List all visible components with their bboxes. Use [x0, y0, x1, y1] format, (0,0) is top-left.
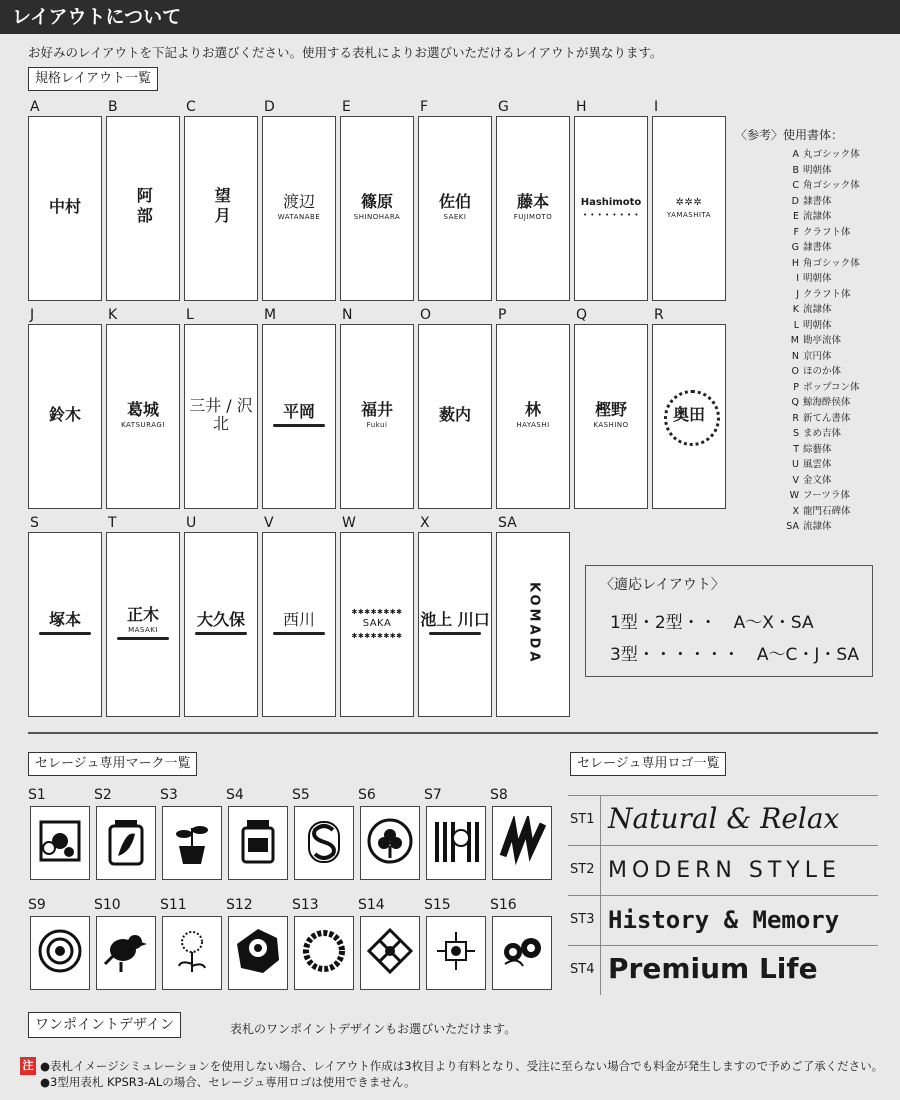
- font-code: G: [791, 242, 799, 253]
- sample-name-roman: YAMASHITA: [666, 210, 712, 219]
- nameplate-preview: [106, 324, 180, 509]
- nameplate-sample: [419, 365, 491, 465]
- mark-code: S7: [424, 787, 442, 803]
- font-item: [783, 411, 860, 427]
- layout-code: H: [576, 99, 587, 115]
- logo-history-memory: History & Memory: [608, 906, 840, 934]
- sample-name-roman: FUJIMOTO: [513, 213, 553, 222]
- font-item: [783, 380, 860, 396]
- nameplate-preview: [184, 324, 258, 509]
- sample-name-jp: 三井 / 沢北: [189, 395, 253, 433]
- font-name: まめ吉体: [803, 428, 842, 439]
- underline-ornament-icon: [273, 424, 325, 427]
- nameplate-sample: [185, 157, 257, 257]
- sample-name-jp: 正木: [126, 604, 159, 624]
- font-name: 綜藝体: [803, 443, 832, 455]
- jar-leaf-icon: [101, 816, 151, 866]
- mark-preview: [162, 806, 222, 880]
- font-name: 鯨海酔侯体: [803, 397, 851, 408]
- font-code: Q: [791, 397, 799, 408]
- font-item: [783, 364, 860, 380]
- font-name: 流隷体: [803, 211, 832, 222]
- nameplate-sample: [107, 365, 179, 465]
- font-name: 角ゴシック体: [803, 180, 860, 191]
- nameplate-sample: [419, 573, 491, 673]
- font-name: 流隷体: [803, 304, 832, 315]
- onepoint-note: 表札のワンポイントデザインもお選びいただけます。: [230, 1022, 517, 1036]
- bird-icon: [101, 926, 151, 976]
- page-title: レイアウトについて: [0, 0, 900, 34]
- font-item: [783, 240, 860, 256]
- nameplate-sample: [107, 573, 179, 673]
- font-code: R: [792, 412, 799, 424]
- font-item: [783, 287, 860, 303]
- font-name: フーツラ体: [803, 490, 850, 501]
- circle-flower-icon: [365, 816, 415, 866]
- sample-name-roman: MASAKI: [128, 626, 158, 635]
- mark-code: S6: [358, 787, 376, 803]
- font-item: [783, 395, 860, 411]
- font-reference: [735, 126, 860, 535]
- nameplate-preview: [28, 116, 102, 301]
- font-item: [783, 271, 860, 287]
- applicable-layouts-box: [585, 565, 873, 677]
- logo-row-st2[interactable]: [568, 845, 878, 896]
- wreath-frame-icon: [664, 390, 720, 446]
- font-name: 勘亭流体: [803, 335, 842, 346]
- layout-code: L: [186, 307, 194, 323]
- sample-name-jp: 西川: [282, 609, 315, 629]
- nameplate-preview: [262, 532, 336, 717]
- lattice-icon: [365, 926, 415, 976]
- mark-code: S14: [358, 897, 385, 913]
- mark-code: S15: [424, 897, 451, 913]
- font-name: 角ゴシック体: [803, 257, 860, 269]
- nameplate-preview: [496, 116, 570, 301]
- sample-name-jp: 平岡: [282, 401, 315, 421]
- layout-code: X: [420, 515, 430, 531]
- sample-name-roman: SAKA: [362, 618, 392, 630]
- nameplate-sample: [263, 157, 335, 257]
- honey-jar-icon: [233, 816, 283, 866]
- intro-text: お好みのレイアウトを下記よりお選びください。使用する表札によりお選びいただけるレイアウトが異なります。: [28, 45, 663, 60]
- nameplate-preview: [106, 532, 180, 717]
- logo-code: ST2: [570, 862, 595, 877]
- nameplate-preview: [184, 116, 258, 301]
- nameplate-sample: [263, 573, 335, 673]
- nameplate-preview: [418, 532, 492, 717]
- mandala-icon: [35, 926, 85, 976]
- mark-preview: [492, 806, 552, 880]
- sample-name-jp: 阿部: [134, 187, 154, 227]
- striped-flower-icon: [431, 816, 481, 866]
- letter-s-icon: [299, 816, 349, 866]
- mark-code: S1: [28, 787, 46, 803]
- layout-list-label: 規格レイアウト一覧: [28, 67, 158, 91]
- font-code: A: [792, 149, 799, 160]
- sample-name-jp: 林: [524, 399, 541, 419]
- font-code: W: [789, 490, 799, 501]
- sample-name-jp: 渡辺: [282, 191, 315, 211]
- font-code: I: [796, 273, 799, 284]
- font-name: 新てん書体: [803, 412, 851, 424]
- font-name: 風雲体: [803, 459, 832, 470]
- font-item: [783, 504, 860, 520]
- layout-code: V: [264, 515, 274, 531]
- nameplate-preview: [28, 324, 102, 509]
- mark-code: S9: [28, 897, 46, 913]
- mark-preview: [426, 806, 486, 880]
- nameplate-preview: [496, 324, 570, 509]
- nameplate-sample: [107, 157, 179, 257]
- layout-code: G: [498, 99, 509, 115]
- nameplate-preview: [418, 116, 492, 301]
- font-name: 明朝体: [803, 319, 832, 331]
- note-badge: 注: [20, 1057, 36, 1075]
- mark-list-label: セレージュ専用マーク一覧: [28, 752, 197, 776]
- layout-code: A: [30, 99, 40, 115]
- nameplate-preview: [28, 532, 102, 717]
- underline-ornament-icon: [117, 637, 169, 640]
- mark-preview: [30, 806, 90, 880]
- font-code: C: [792, 180, 799, 191]
- sample-name-jp: 篠原: [360, 191, 393, 211]
- layout-code: T: [108, 515, 117, 531]
- mark-preview: [294, 916, 354, 990]
- font-code: D: [791, 195, 799, 207]
- logo-natural-relax: Natural & Relax: [608, 802, 840, 835]
- font-code: N: [791, 350, 799, 362]
- mark-code: S3: [160, 787, 178, 803]
- dandelion-icon: [167, 926, 217, 976]
- sample-name-jp: 奥田: [672, 404, 705, 424]
- mark-preview: [492, 916, 552, 990]
- sample-name-roman: KOMADA: [526, 581, 542, 665]
- nameplate-preview: [496, 532, 570, 717]
- nameplate-preview: [652, 116, 726, 301]
- nameplate-sample: [341, 157, 413, 257]
- layout-code: P: [498, 307, 507, 323]
- font-code: SA: [786, 521, 799, 532]
- font-name: 明朝体: [803, 273, 832, 284]
- nameplate-sample: [653, 157, 725, 257]
- font-item: [783, 225, 860, 241]
- mark-code: S4: [226, 787, 244, 803]
- font-name: 隷書体: [803, 195, 832, 207]
- font-code: B: [792, 164, 799, 176]
- layout-code: D: [264, 99, 275, 115]
- logo-row-st1[interactable]: [568, 795, 878, 846]
- nameplate-preview: [574, 324, 648, 509]
- mark-preview: [360, 916, 420, 990]
- note-line-1: ●表札イメージシミュレーションを使用しない場合、レイアウト作成は3枚目より有料となり、受注に至らない場合でも料金が発生しますので予めご了承ください。: [40, 1059, 884, 1073]
- underline-ornament-icon: [429, 632, 481, 635]
- sample-name-jp: 葛城: [126, 399, 159, 419]
- logo-row-st4[interactable]: [568, 945, 878, 996]
- underline-ornament-icon: [39, 632, 91, 635]
- layout-code: Q: [576, 307, 588, 323]
- nameplate-sample: [29, 365, 101, 465]
- star-row-icon: ✱✱✱✱✱✱✱✱: [351, 608, 403, 617]
- nameplate-preview: [262, 324, 336, 509]
- font-code: K: [792, 304, 799, 315]
- underline-ornament-icon: [273, 632, 325, 635]
- font-code: M: [790, 335, 799, 346]
- font-item: [783, 442, 860, 458]
- sample-name-jp: 塚本: [48, 609, 81, 629]
- font-code: H: [791, 257, 799, 269]
- sample-name-jp: 池上 川口: [420, 609, 490, 629]
- underline-ornament-icon: [195, 632, 247, 635]
- sample-name-roman: Fukui: [366, 421, 388, 430]
- layout-code: U: [186, 515, 197, 531]
- sample-name-roman: HAYASHI: [516, 421, 550, 430]
- sample-name-roman: SHINOHARA: [353, 213, 401, 222]
- mark-code: S10: [94, 897, 121, 913]
- roses-icon: [497, 926, 547, 976]
- layout-code: I: [654, 99, 659, 115]
- layout-code: E: [342, 99, 351, 115]
- font-name: 京円体: [803, 350, 832, 362]
- applicable-title: 〈適応レイアウト〉: [600, 577, 725, 593]
- nameplate-sample: [575, 157, 647, 257]
- mark-preview: [96, 916, 156, 990]
- nameplate-preview: [262, 116, 336, 301]
- applicable-row-1: 1型・2型・・ A～X・SA: [610, 613, 814, 633]
- sample-name-jp: 藤本: [516, 191, 549, 211]
- font-name: ほのか体: [803, 366, 842, 377]
- mark-preview: [426, 916, 486, 990]
- note-line-2: ●3型用表札 KPSR3-ALの場合、セレージュ専用ロゴは使用できません。: [40, 1075, 416, 1089]
- font-item: [783, 349, 860, 365]
- layout-code: K: [108, 307, 118, 323]
- sample-name-roman: Hashimoto: [580, 197, 642, 209]
- font-code: E: [792, 211, 799, 222]
- sample-name-jp: 中村: [48, 196, 81, 216]
- nameplate-sample: [497, 573, 569, 673]
- sample-name-roman: KATSURAGI: [121, 421, 165, 430]
- nameplate-preview: [184, 532, 258, 717]
- font-code: L: [793, 319, 799, 331]
- nameplate-preview: [652, 324, 726, 509]
- nameplate-sample: [419, 157, 491, 257]
- font-code: F: [793, 226, 799, 238]
- mark-code: S5: [292, 787, 310, 803]
- font-name: 龍門石碑体: [803, 505, 851, 517]
- mark-code: S16: [490, 897, 517, 913]
- sample-name-jp: 薮内: [438, 404, 471, 424]
- font-name: 金文体: [803, 474, 832, 486]
- logo-row-st3[interactable]: [568, 895, 878, 946]
- nameplate-preview: [574, 116, 648, 301]
- mark-preview: [30, 916, 90, 990]
- font-code: O: [791, 366, 799, 377]
- mark-preview: [228, 916, 288, 990]
- layout-code: S: [30, 515, 39, 531]
- sample-name-roman: KASHINO: [593, 421, 629, 430]
- onepoint-label: ワンポイントデザイン: [28, 1012, 181, 1038]
- mark-preview: [228, 806, 288, 880]
- font-item: [783, 426, 860, 442]
- nameplate-sample: [29, 157, 101, 257]
- font-name: 流隷体: [803, 521, 832, 532]
- font-item: [783, 178, 860, 194]
- zigzag-icon: [497, 816, 547, 866]
- logo-code: ST4: [570, 962, 595, 977]
- sample-name-jp: 福井: [360, 399, 393, 419]
- font-item: [783, 302, 860, 318]
- font-item: [783, 318, 860, 334]
- nameplate-sample: [185, 573, 257, 673]
- sample-name-jp: 佐伯: [438, 191, 471, 211]
- section-divider: [28, 732, 878, 734]
- font-item: [783, 333, 860, 349]
- nameplate-preview: [340, 324, 414, 509]
- font-code: X: [792, 505, 799, 517]
- nameplate-sample: [497, 365, 569, 465]
- font-code: V: [792, 474, 799, 486]
- logo-code: ST3: [570, 912, 595, 927]
- nameplate-preview: [340, 532, 414, 717]
- sample-name-jp: 望月: [212, 187, 232, 227]
- mark-preview: [360, 806, 420, 880]
- mark-code: S12: [226, 897, 253, 913]
- mark-preview: [96, 806, 156, 880]
- font-code: U: [792, 459, 799, 470]
- nameplate-sample: [185, 365, 257, 465]
- potted-plant-icon: [167, 816, 217, 866]
- logo-premium-life: Premium Life: [608, 952, 818, 985]
- font-code: S: [792, 428, 799, 439]
- font-item: [783, 256, 860, 272]
- nameplate-preview: [106, 116, 180, 301]
- font-item: [783, 147, 860, 163]
- layout-code: J: [30, 307, 35, 323]
- dot-row-icon: • • • • • • • •: [582, 210, 640, 219]
- nameplate-sample: [263, 365, 335, 465]
- font-item: [783, 488, 860, 504]
- font-name: クラフト体: [803, 226, 851, 238]
- nameplate-sample: [29, 573, 101, 673]
- layout-code: SA: [498, 515, 517, 531]
- font-list: [735, 147, 860, 535]
- nameplate-preview: [418, 324, 492, 509]
- nameplate-preview: [340, 116, 414, 301]
- font-name: ポップコン体: [803, 381, 860, 393]
- applicable-row-2: 3型・・・・・・ A～C・J・SA: [610, 645, 860, 665]
- nameplate-sample: [575, 365, 647, 465]
- mark-code: S2: [94, 787, 112, 803]
- wreath-icon: [299, 926, 349, 976]
- sunflower-badge-icon: [233, 926, 283, 976]
- layout-code: F: [420, 99, 429, 115]
- layout-code: N: [342, 307, 353, 323]
- layout-code: C: [186, 99, 196, 115]
- star-ornament-icon: ✲✲✲: [675, 197, 703, 209]
- flower-frame-icon: [35, 816, 85, 866]
- font-code: T: [793, 443, 799, 455]
- mark-code: S11: [160, 897, 187, 913]
- font-name: 明朝体: [803, 164, 832, 176]
- font-item: [783, 519, 860, 535]
- logo-code: ST1: [570, 812, 595, 827]
- font-name: クラフト体: [803, 288, 851, 300]
- sample-name-roman: WATANABE: [277, 213, 321, 222]
- layout-code: O: [420, 307, 432, 323]
- mark-code: S8: [490, 787, 508, 803]
- mark-preview: [162, 916, 222, 990]
- font-item: [783, 194, 860, 210]
- font-name: 丸ゴシック体: [803, 149, 860, 160]
- layout-code: B: [108, 99, 118, 115]
- font-name: 隷書体: [803, 242, 832, 253]
- font-item: [783, 209, 860, 225]
- sample-name-jp: 樫野: [594, 399, 627, 419]
- nameplate-sample: [341, 365, 413, 465]
- nameplate-sample: [497, 157, 569, 257]
- mark-code: S13: [292, 897, 319, 913]
- font-item: [783, 473, 860, 489]
- nameplate-sample: [653, 365, 725, 465]
- dot-row-icon: ✱✱✱✱✱✱✱✱: [351, 631, 403, 640]
- mark-preview: [294, 806, 354, 880]
- sample-name-roman: SAEKI: [443, 213, 467, 222]
- layout-code: R: [654, 307, 664, 323]
- sample-name-jp: 鈴木: [48, 404, 81, 424]
- font-code: J: [796, 288, 799, 300]
- nameplate-sample: [341, 573, 413, 673]
- sample-name-jp: 大久保: [196, 609, 245, 629]
- logo-list-label: セレージュ専用ロゴ一覧: [570, 752, 726, 776]
- ornament-icon: [431, 926, 481, 976]
- font-reference-heading: 〈参考〉使用書体：: [735, 128, 844, 142]
- layout-code: W: [342, 515, 356, 531]
- logo-modern-style: MODERN STYLE: [608, 858, 841, 883]
- font-item: [783, 163, 860, 179]
- font-item: [783, 457, 860, 473]
- layout-code: M: [264, 307, 277, 323]
- font-code: P: [793, 381, 799, 393]
